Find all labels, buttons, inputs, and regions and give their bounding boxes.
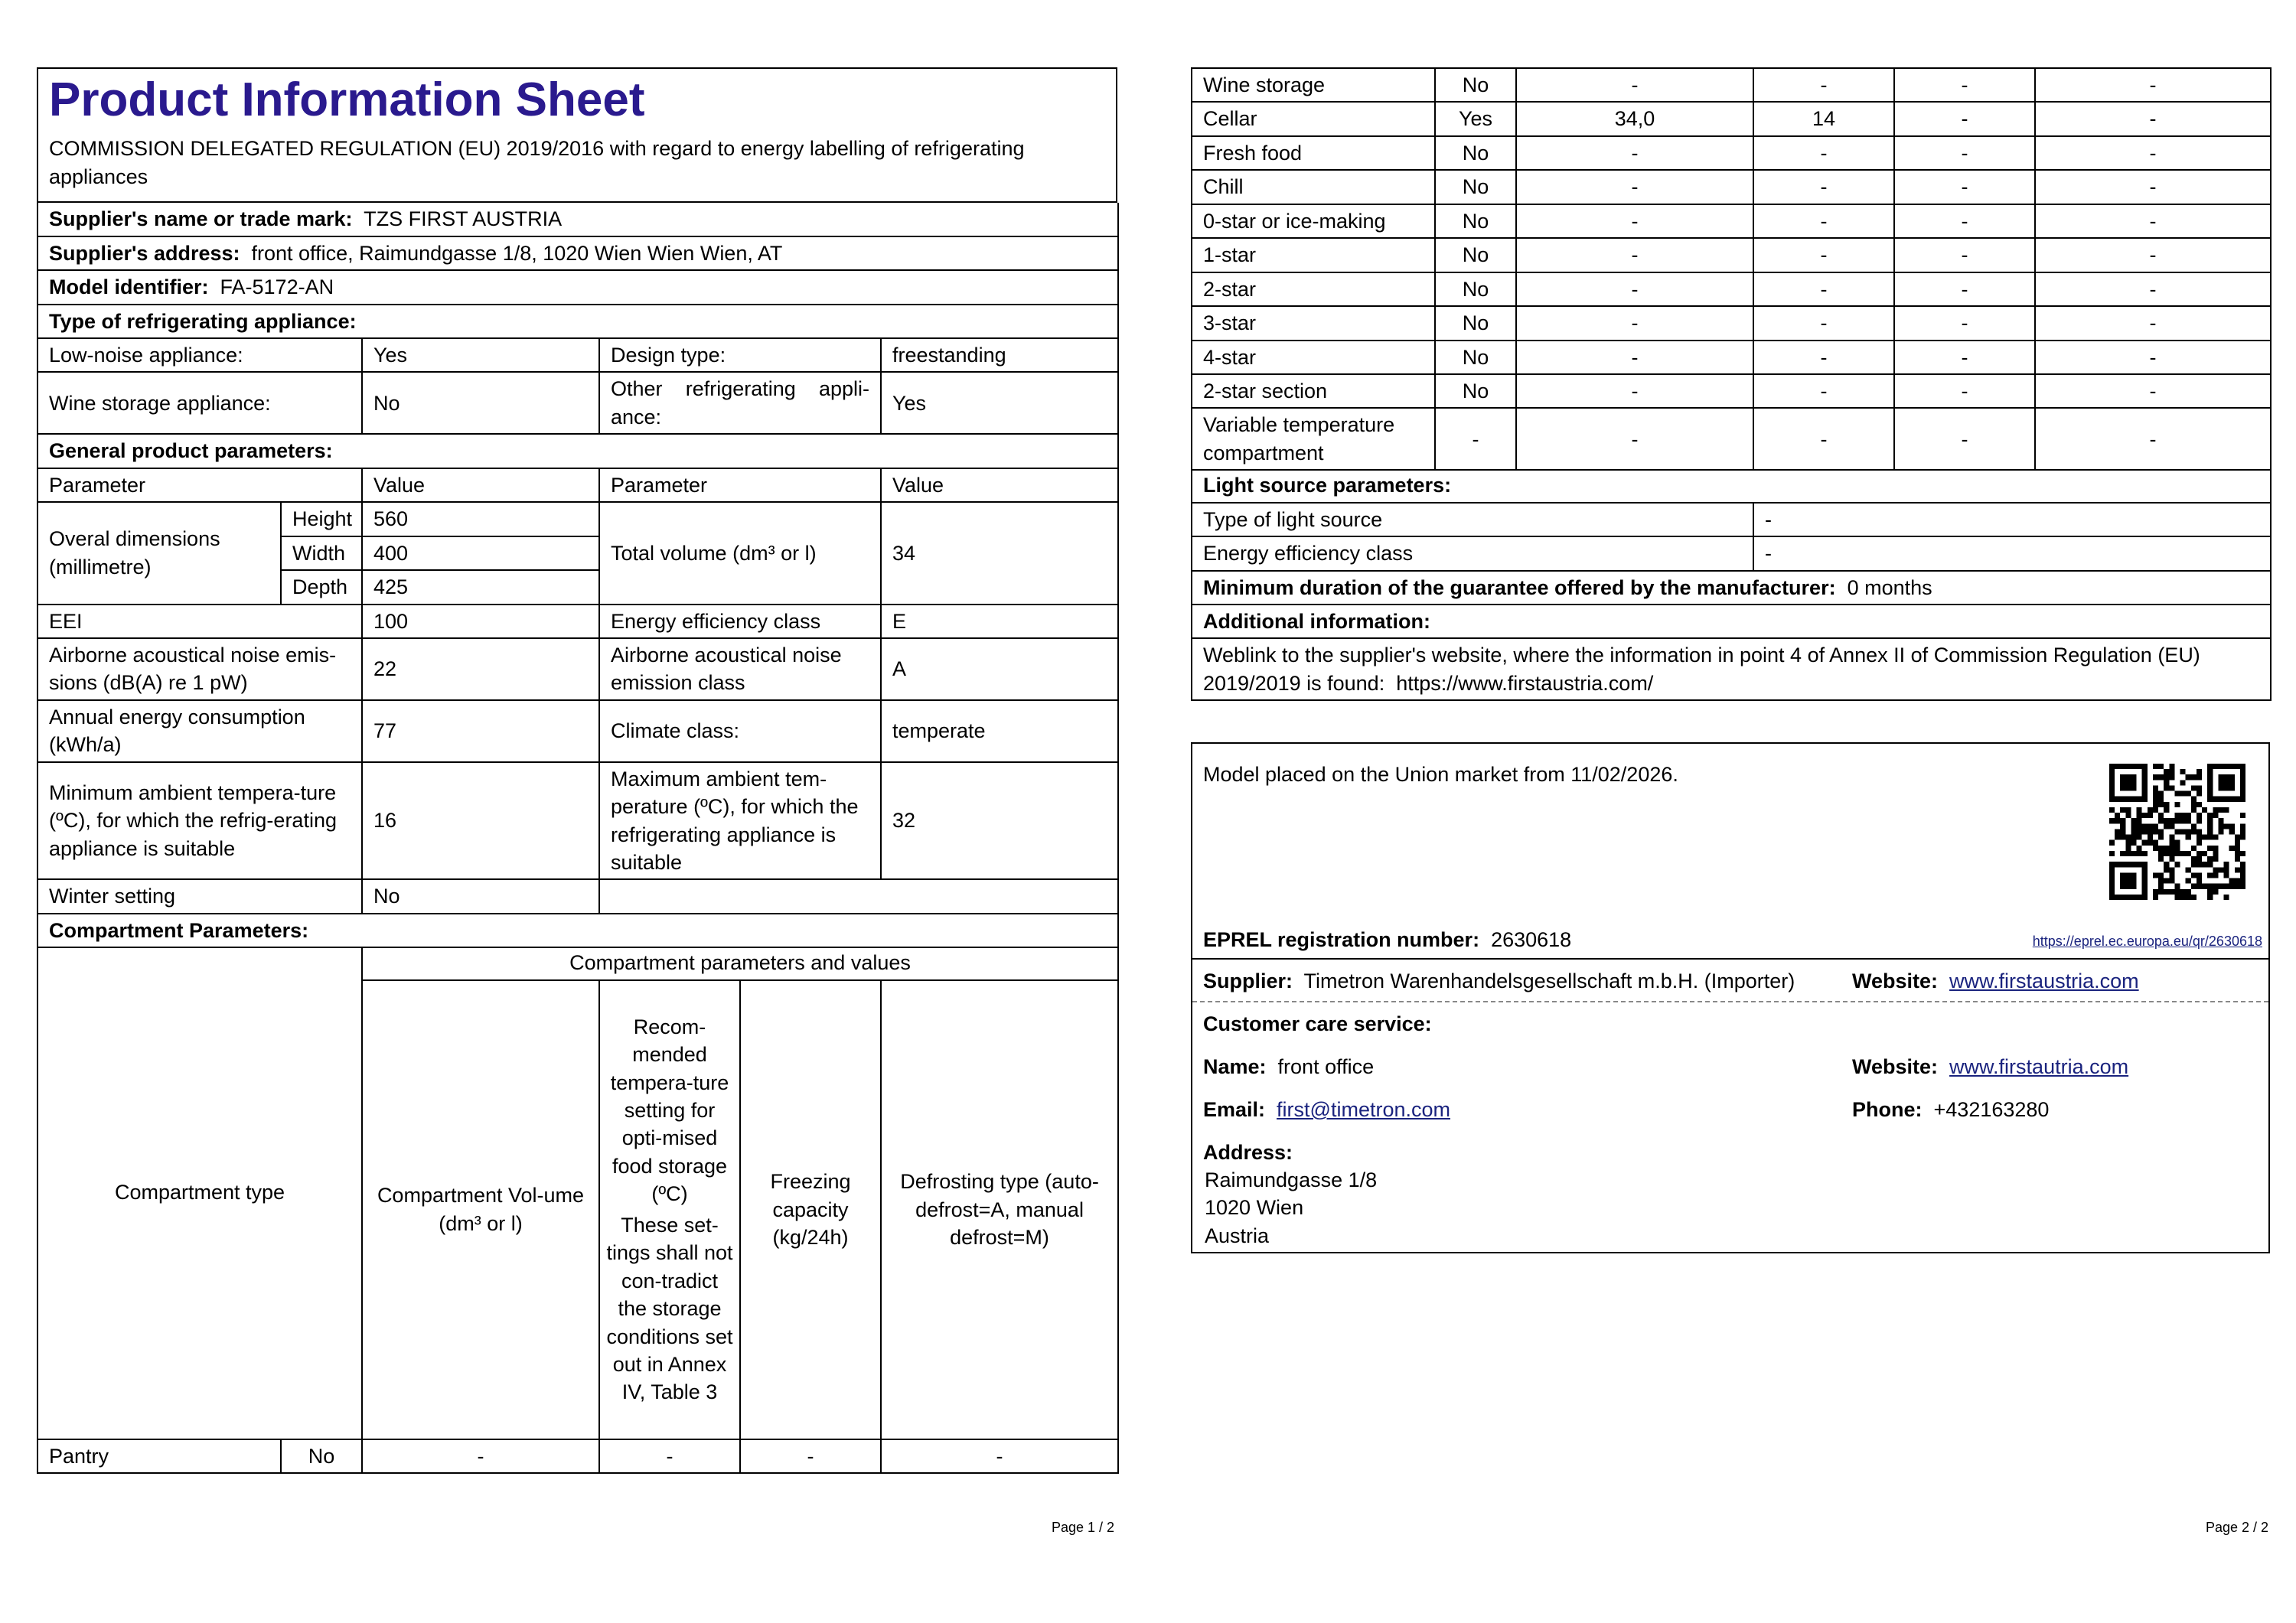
compartment-value-cell: -	[1894, 68, 2035, 102]
other-value: Yes	[881, 372, 1118, 434]
compartment-value-cell: -	[1894, 374, 2035, 408]
pantry-present: No	[281, 1439, 362, 1473]
pantry-type: Pantry	[38, 1439, 281, 1473]
eprel-row: EPREL registration number: 2630618	[1203, 928, 1572, 951]
info-sheet-header	[37, 67, 1117, 203]
weblink-row: Weblink to the supplier's website, where the information in point 4 of Annex II of Commission Regulation (EU) 2019/2019 is found: https://www.firstaustria.com/	[1192, 638, 2271, 700]
pantry-defrost: -	[881, 1439, 1118, 1473]
compartment-value-cell: No	[1435, 238, 1516, 272]
compartment-value-cell: Yes	[1435, 102, 1516, 135]
winter-label: Winter setting	[38, 879, 362, 913]
compartment-value-cell: -	[1894, 341, 2035, 374]
compartment-value-cell: No	[1435, 306, 1516, 340]
compartment-value-cell: -	[1753, 170, 1894, 204]
compartment-heading: Compartment Parameters:	[38, 914, 1118, 947]
total-volume-label: Total volume (dm³ or l)	[599, 502, 881, 604]
defrost-header: Defrosting type (auto-defrost=A, manual defrost=M)	[881, 980, 1118, 1439]
compartment-type-cell: 1-star	[1192, 238, 1435, 272]
general-info-table	[37, 203, 1119, 948]
winter-value: No	[362, 879, 599, 913]
depth-label: Depth	[281, 570, 362, 604]
annual-label: Annual energy consumption (kWh/a)	[38, 700, 362, 762]
noise-class-value: A	[881, 638, 1118, 700]
pantry-freezing: -	[740, 1439, 881, 1473]
compartment-value-cell: -	[2035, 204, 2271, 238]
climate-label: Climate class:	[599, 700, 881, 762]
table-row	[1192, 238, 2271, 272]
compartment-type-cell: 4-star	[1192, 341, 1435, 374]
design-value: freestanding	[881, 338, 1118, 372]
eei-label: EEI	[38, 605, 362, 638]
min-temp-label: Minimum ambient tempera-ture (ºC), for which the refrig-erating appliance is suitable	[38, 762, 362, 880]
compartment-type-cell: Chill	[1192, 170, 1435, 204]
freezing-header: Freezing capacity (kg/24h)	[740, 980, 881, 1439]
compartment-value-cell: -	[1753, 238, 1894, 272]
compartment-value-cell: -	[1516, 204, 1753, 238]
eec-label: Energy efficiency class	[599, 605, 881, 638]
compartment-value-cell: -	[1894, 170, 2035, 204]
eprel-box	[1191, 742, 2270, 1253]
noise-label: Airborne acoustical noise emis-sions (dB(A) re 1 pW)	[38, 638, 362, 700]
weblink-url: https://www.firstaustria.com/	[1396, 671, 1654, 695]
compartment-value-cell: -	[1753, 374, 1894, 408]
compartment-value-cell: -	[2035, 136, 2271, 170]
light-type-label: Type of light source	[1192, 503, 1753, 536]
type-heading: Type of refrigerating appliance:	[38, 305, 1118, 338]
page-title: Product Information Sheet	[49, 73, 645, 126]
compartment-value-cell: -	[2035, 374, 2271, 408]
table-row	[1192, 170, 2271, 204]
page-1	[37, 67, 1117, 1474]
compartment-value-cell: -	[1894, 238, 2035, 272]
compartment-value-cell: -	[2035, 408, 2271, 470]
light-eec-value: -	[1753, 536, 2271, 570]
height-label: Height	[281, 502, 362, 536]
guarantee-row: Minimum duration of the guarantee offered by the manufacturer: 0 months	[1192, 571, 2271, 605]
compartment-continued-table	[1191, 67, 2272, 471]
min-temp-value: 16	[362, 762, 599, 880]
regulation-text: COMMISSION DELEGATED REGULATION (EU) 2019/2016 with regard to energy labelling of refrigerating appliances	[49, 137, 1025, 188]
low-noise-label: Low-noise appliance:	[38, 338, 362, 372]
empty-cell	[599, 879, 1118, 913]
eprel-link[interactable]: https://eprel.ec.europa.eu/qr/2630618	[2032, 934, 2262, 949]
compartment-value-cell: 34,0	[1516, 102, 1753, 135]
table-row	[1192, 341, 2271, 374]
compartment-value-cell: -	[1516, 272, 1753, 306]
climate-value: temperate	[881, 700, 1118, 762]
supplier-row: Supplier's name or trade mark: TZS FIRST AUSTRIA	[38, 203, 1118, 236]
page-number-1: Page 1 / 2	[1052, 1520, 1115, 1535]
general-heading: General product parameters:	[38, 434, 1118, 468]
eei-value: 100	[362, 605, 599, 638]
compartment-type-cell: 3-star	[1192, 306, 1435, 340]
table-row	[1192, 136, 2271, 170]
compartment-value-cell: -	[1894, 272, 2035, 306]
address-line: 1020 Wien	[1205, 1196, 1304, 1220]
rec-temp-note: These set-tings shall not con-tradict the storage conditions set out in Annex IV, Table 3	[606, 1213, 733, 1404]
compartment-value-cell: -	[1516, 306, 1753, 340]
compartment-table	[37, 947, 1119, 1474]
compartment-value-cell: No	[1435, 374, 1516, 408]
noise-value: 22	[362, 638, 599, 700]
table-row	[1192, 408, 2271, 470]
additional-heading: Additional information:	[1192, 605, 2271, 638]
other-label: Other refrigerating appli-ance:	[599, 372, 881, 434]
low-noise-value: Yes	[362, 338, 599, 372]
compartment-value-cell: -	[1435, 408, 1516, 470]
care-website-link[interactable]: www.firstautria.com	[1949, 1055, 2129, 1078]
compartment-value-cell: No	[1435, 68, 1516, 102]
design-label: Design type:	[599, 338, 881, 372]
compartment-value-cell: -	[1753, 341, 1894, 374]
table-row	[38, 1439, 1118, 1473]
wine-label: Wine storage appliance:	[38, 372, 362, 434]
placed-on-market-text: Model placed on the Union market from 11/02/2026.	[1203, 763, 1678, 786]
compartment-value-cell: -	[2035, 272, 2271, 306]
max-temp-label: Maximum ambient tem-perature (ºC), for which the refrigerating appliance is suitable	[599, 762, 881, 880]
comp-volume-header: Compartment Vol-ume (dm³ or l)	[362, 980, 599, 1439]
email-link[interactable]: first@timetron.com	[1277, 1098, 1450, 1121]
light-source-table	[1191, 469, 2272, 701]
compartment-value-cell: -	[1516, 136, 1753, 170]
address-block	[1205, 1166, 1377, 1250]
table-row	[1192, 272, 2271, 306]
compartment-value-cell: No	[1435, 204, 1516, 238]
width-label: Width	[281, 536, 362, 570]
compartment-value-cell: -	[2035, 238, 2271, 272]
care-phone: Phone: +432163280	[1852, 1098, 2050, 1121]
compartment-value-cell: -	[2035, 341, 2271, 374]
comp-values-header: Compartment parameters and values	[362, 947, 1118, 979]
light-eec-label: Energy efficiency class	[1192, 536, 1753, 570]
compartment-value-cell: -	[1894, 136, 2035, 170]
height-value: 560	[362, 502, 599, 536]
compartment-value-cell: -	[1753, 306, 1894, 340]
compartment-value-cell: -	[2035, 170, 2271, 204]
annual-value: 77	[362, 700, 599, 762]
param-header: Parameter	[38, 468, 362, 502]
supplier-website-link[interactable]: www.firstaustria.com	[1949, 970, 2139, 992]
compartment-value-cell: -	[1894, 102, 2035, 135]
compartment-type-cell: 2-star section	[1192, 374, 1435, 408]
compartment-value-cell: -	[2035, 68, 2271, 102]
eec-value: E	[881, 605, 1118, 638]
care-email: Email: first@timetron.com	[1203, 1098, 1450, 1121]
compartment-value-cell: -	[2035, 102, 2271, 135]
compartment-type-cell: Variable temperature compartment	[1192, 408, 1435, 470]
compartment-value-cell: -	[1753, 68, 1894, 102]
eprel-number: 2630618	[1491, 928, 1572, 951]
dims-label: Overal dimensions (millimetre)	[38, 502, 281, 604]
param-header-2: Parameter	[599, 468, 881, 502]
value-header-2: Value	[881, 468, 1118, 502]
care-name: Name: front office	[1203, 1055, 1375, 1078]
compartment-value-cell: -	[1516, 341, 1753, 374]
compartment-value-cell: -	[1516, 68, 1753, 102]
light-type-value: -	[1753, 503, 2271, 536]
compartment-value-cell: -	[1516, 170, 1753, 204]
compartment-value-cell: 14	[1753, 102, 1894, 135]
compartment-value-cell: -	[1753, 204, 1894, 238]
page-2	[1191, 67, 2270, 701]
depth-value: 425	[362, 570, 599, 604]
compartment-type-cell: 0-star or ice-making	[1192, 204, 1435, 238]
table-row	[1192, 68, 2271, 102]
comp-type-header: Compartment type	[38, 947, 362, 1439]
noise-class-label: Airborne acoustical noise emission class	[599, 638, 881, 700]
wine-value: No	[362, 372, 599, 434]
compartment-type-cell: Wine storage	[1192, 68, 1435, 102]
value-header: Value	[362, 468, 599, 502]
total-volume-value: 34	[881, 502, 1118, 604]
compartment-value-cell: -	[1516, 374, 1753, 408]
compartment-value-cell: No	[1435, 136, 1516, 170]
compartment-value-cell: -	[1753, 136, 1894, 170]
light-heading: Light source parameters:	[1192, 469, 2271, 502]
address-line: Raimundgasse 1/8	[1205, 1168, 1378, 1191]
rec-temp-header: Recom-mended tempera-ture setting for opti-mised food storage (ºC) These set-tings shall not con-tradict the storage conditions set out in Annex IV, Table 3	[599, 980, 740, 1439]
pantry-volume: -	[362, 1439, 599, 1473]
compartment-value-cell: -	[2035, 306, 2271, 340]
table-row	[1192, 204, 2271, 238]
page-number-2: Page 2 / 2	[2206, 1520, 2269, 1535]
compartment-value-cell: -	[1753, 272, 1894, 306]
supplier-row: Supplier: Timetron Warenhandelsgesellschaft m.b.H. (Importer)	[1203, 970, 1795, 992]
table-row	[1192, 374, 2271, 408]
max-temp-value: 32	[881, 762, 1118, 880]
table-row	[1192, 306, 2271, 340]
compartment-type-cell: 2-star	[1192, 272, 1435, 306]
compartment-value-cell: -	[1894, 408, 2035, 470]
model-row: Model identifier: FA-5172-AN	[38, 270, 1118, 304]
qr-code-icon[interactable]	[2109, 764, 2245, 900]
table-row	[1192, 102, 2271, 135]
compartment-value-cell: -	[1516, 238, 1753, 272]
pantry-temp: -	[599, 1439, 740, 1473]
supplier-website: Website: www.firstaustria.com	[1852, 970, 2139, 992]
width-value: 400	[362, 536, 599, 570]
compartment-value-cell: -	[1894, 306, 2035, 340]
compartment-value-cell: No	[1435, 272, 1516, 306]
compartment-value-cell: -	[1894, 204, 2035, 238]
care-heading: Customer care service:	[1203, 1012, 1432, 1035]
compartment-value-cell: -	[1516, 408, 1753, 470]
compartment-value-cell: -	[1753, 408, 1894, 470]
address-row: Supplier's address: front office, Raimundgasse 1/8, 1020 Wien Wien Wien, AT	[38, 236, 1118, 270]
care-website: Website: www.firstautria.com	[1852, 1055, 2129, 1078]
compartment-value-cell: No	[1435, 341, 1516, 374]
address-line: Austria	[1205, 1224, 1270, 1247]
compartment-value-cell: No	[1435, 170, 1516, 204]
compartment-type-cell: Cellar	[1192, 102, 1435, 135]
address-heading: Address:	[1203, 1141, 1293, 1164]
compartment-type-cell: Fresh food	[1192, 136, 1435, 170]
